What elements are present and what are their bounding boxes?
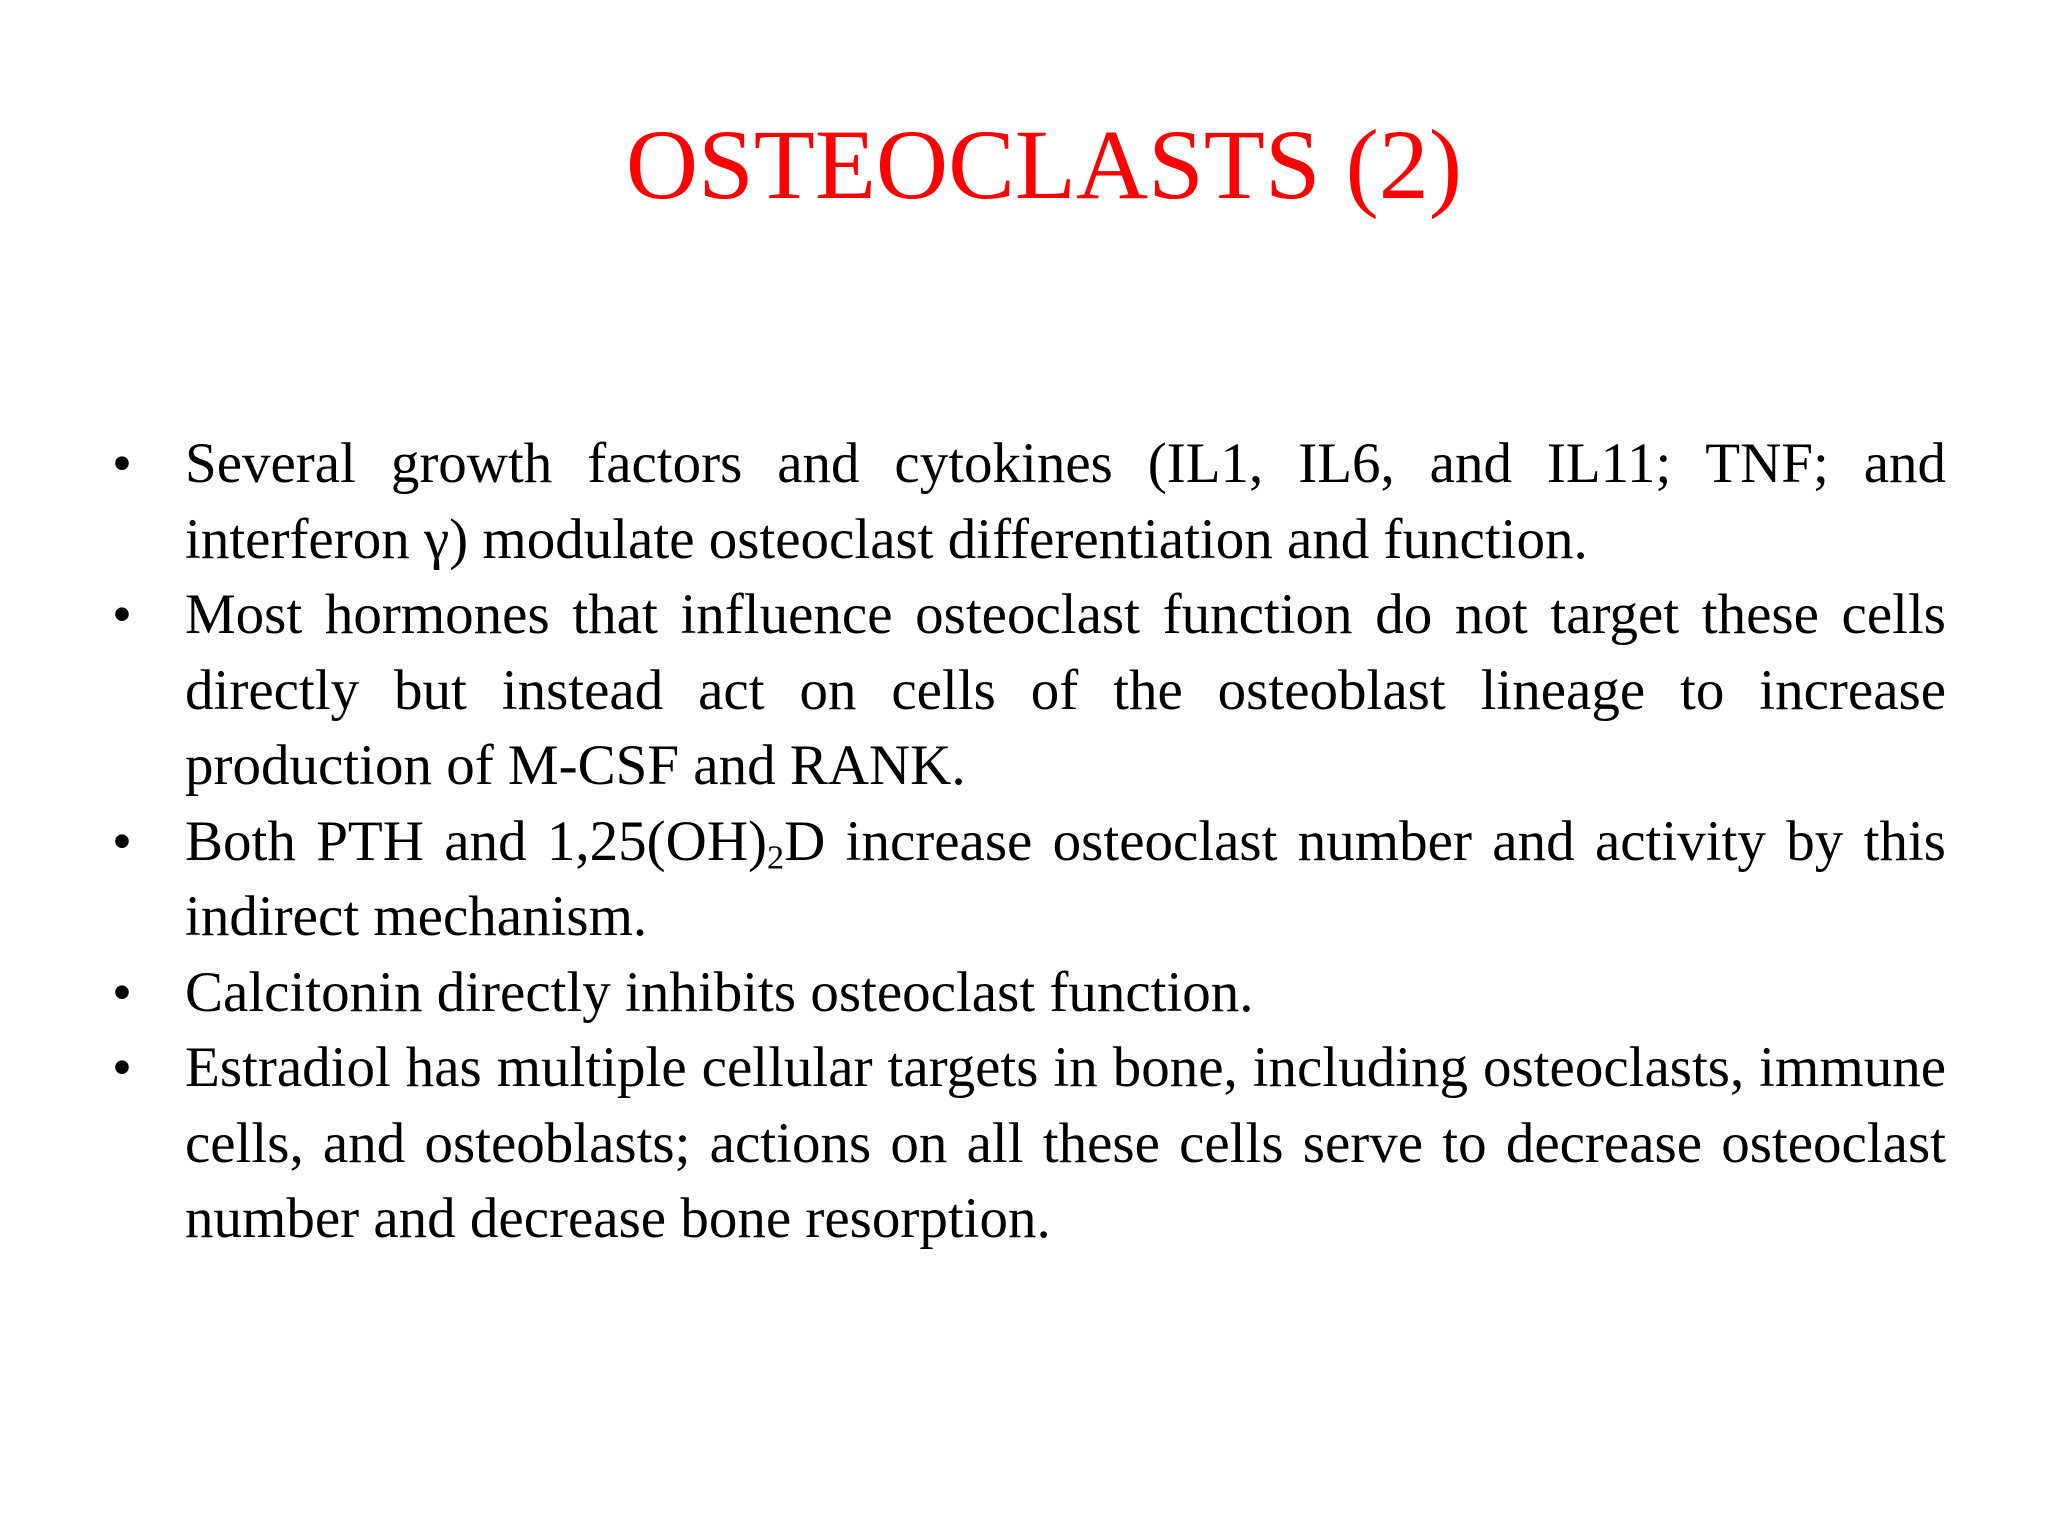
bullet-icon: • <box>112 809 132 873</box>
bullet-icon: • <box>112 583 132 646</box>
bullet-text: Several growth factors and cytokines (IL1, IL6, and IL11; TNF; and interferon γ) modulate osteoclast differentiation and function. <box>185 432 1946 571</box>
bullet-text <box>185 804 1946 955</box>
bullet-item-5 <box>112 1030 1946 1257</box>
bullet-list <box>112 426 1946 1257</box>
bullet-text: Estradiol has multiple cellular targets in bone, including osteoclasts, immune cells, and osteoblasts; actions on all these cells serve to decrease osteoclast number and decrease bone resorption. <box>185 1036 1946 1250</box>
subscript-two: 2 <box>766 839 785 877</box>
bullet-item-3 <box>112 804 1946 955</box>
bullet-icon: • <box>112 432 132 495</box>
bullet-text: Calcitonin directly inhibits osteoclast function. <box>185 960 1254 1024</box>
bullet-text-before: Both PTH and 1,25(OH) <box>185 809 767 873</box>
bullet-text: Most hormones that influence osteoclast function do not target these cells directly but instead act on cells of the osteoblast lineage to increase production of M-CSF and RANK. <box>185 583 1946 797</box>
bullet-item-4 <box>112 955 1946 1031</box>
bullet-item-2 <box>112 577 1946 804</box>
bullet-icon: • <box>112 960 132 1024</box>
bullet-text-after: D increase osteoclast number and activity by this indirect mechanism. <box>185 809 1946 948</box>
bullet-icon: • <box>112 1036 132 1099</box>
slide-title: OSTEOCLASTS (2) <box>625 109 1463 220</box>
bullet-item-1 <box>112 426 1946 577</box>
